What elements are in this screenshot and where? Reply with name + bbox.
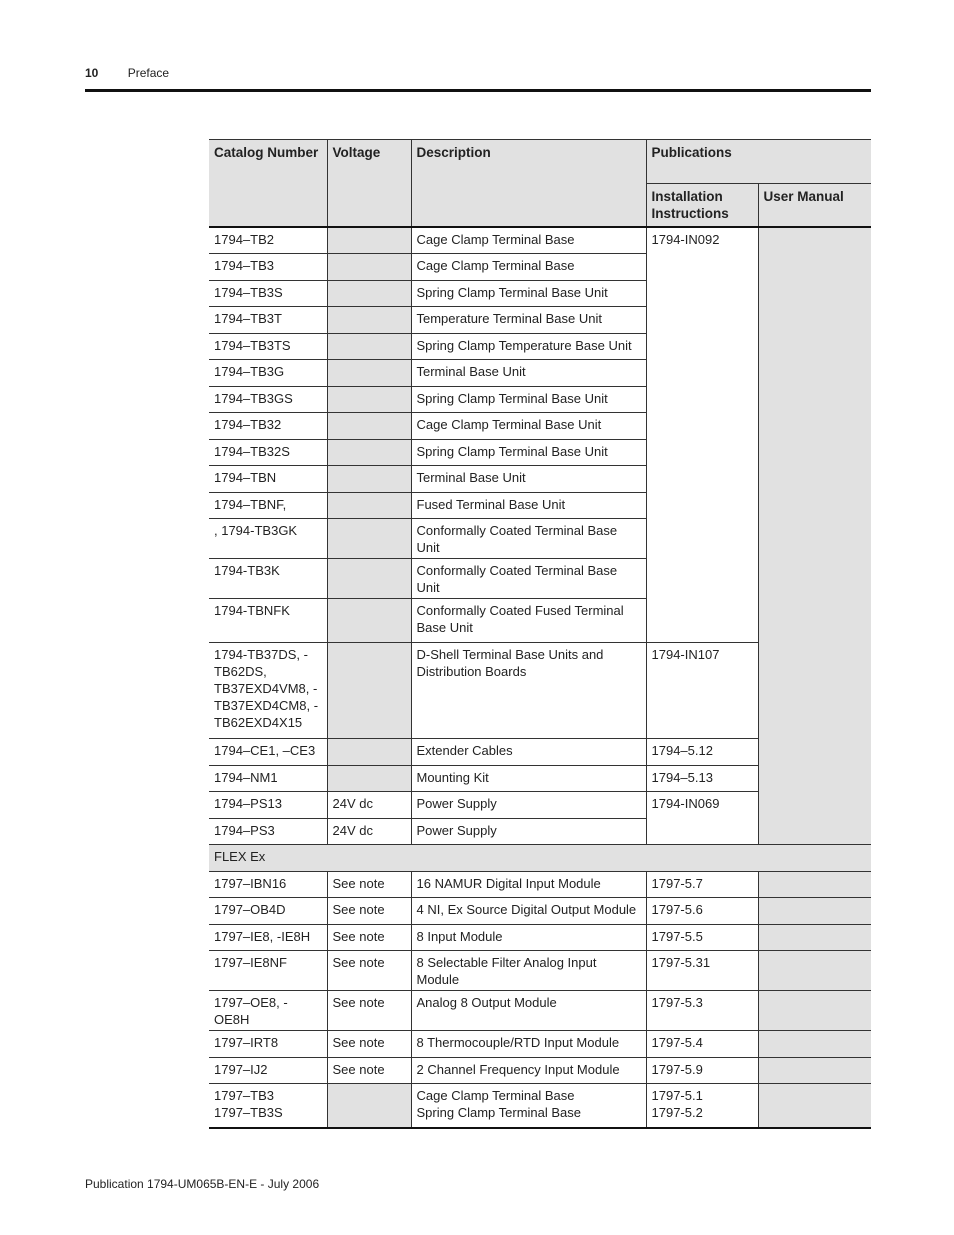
voltage-cell: See note [327,1031,411,1058]
description-cell: Power Supply [411,818,646,845]
catalog-cell: 1797–IRT8 [209,1031,327,1058]
description-cell: Fused Terminal Base Unit [411,492,646,519]
catalog-cell: , 1794-TB3GK [209,519,327,559]
installation-cell: 1797-5.7 [646,871,758,898]
description-cell: 4 NI, Ex Source Digital Output Module [411,898,646,925]
catalog-cell: 1794–TB3G [209,360,327,387]
catalog-cell: 1794–TB3TS [209,333,327,360]
voltage-cell [327,1084,411,1128]
description-cell: Spring Clamp Terminal Base Unit [411,280,646,307]
flex-ex-label: FLEX Ex [209,845,871,872]
installation-cell: 1797-5.4 [646,1031,758,1058]
user-manual-cell [758,871,871,898]
installation-cell: 1794–5.13 [646,765,758,792]
installation-line: 1797-5.2 [651,1105,703,1120]
table-row [209,1084,871,1128]
catalog-cell: 1794–TBNF, [209,492,327,519]
description-cell: Terminal Base Unit [411,466,646,493]
description-cell: Extender Cables [411,739,646,766]
description-cell: 8 Input Module [411,924,646,951]
user-manual-cell [758,991,871,1031]
description-cell: Conformally Coated Terminal Base Unit [411,559,646,599]
description-cell: Conformally Coated Terminal Base Unit [411,519,646,559]
header-installation-instructions: Installation Instructions [646,184,758,228]
catalog-line: 1797–TB3 [214,1088,274,1103]
catalog-cell: 1797–IE8NF [209,951,327,991]
user-manual-cell [758,1031,871,1058]
table-row [209,1031,871,1058]
description-cell: Conformally Coated Fused Terminal Base Unit [411,599,646,643]
description-cell: Mounting Kit [411,765,646,792]
catalog-table [209,139,871,1129]
installation-cell: 1794-IN069 [646,792,758,845]
user-manual-cell [758,227,871,845]
installation-cell: 1797-5.9 [646,1057,758,1084]
description-line: Spring Clamp Terminal Base [416,1105,581,1120]
user-manual-cell [758,1084,871,1128]
voltage-cell: See note [327,898,411,925]
table-row [209,951,871,991]
voltage-cell: 24V dc [327,818,411,845]
header-user-manual: User Manual [758,184,871,228]
installation-cell: 1797-5.31 [646,951,758,991]
page-header [85,66,169,80]
header-description: Description [411,140,646,228]
catalog-cell: 1794–TB2 [209,227,327,254]
catalog-cell: 1797–OB4D [209,898,327,925]
description-cell: Cage Clamp Terminal Base Unit [411,413,646,440]
header-rule [85,89,871,92]
description-cell: Terminal Base Unit [411,360,646,387]
catalog-cell: 1797–IJ2 [209,1057,327,1084]
catalog-cell: 1794–TB32S [209,439,327,466]
description-cell [411,1084,646,1128]
catalog-cell: 1794-TBNFK [209,599,327,643]
voltage-cell [327,492,411,519]
voltage-cell [327,280,411,307]
voltage-cell [327,360,411,387]
installation-cell: 1797-5.3 [646,991,758,1031]
voltage-cell [327,599,411,643]
voltage-cell [327,307,411,334]
installation-cell [646,1084,758,1128]
catalog-line: 1797–TB3S [214,1105,283,1120]
voltage-cell [327,439,411,466]
table-row [209,991,871,1031]
voltage-cell: See note [327,991,411,1031]
header-catalog-number: Catalog Number [209,140,327,228]
description-cell: Power Supply [411,792,646,819]
description-cell: 8 Selectable Filter Analog Input Module [411,951,646,991]
voltage-cell [327,413,411,440]
table-row [209,227,871,254]
description-cell: 8 Thermocouple/RTD Input Module [411,1031,646,1058]
user-manual-cell [758,898,871,925]
voltage-cell [327,739,411,766]
catalog-cell: 1794–TB3S [209,280,327,307]
user-manual-cell [758,1057,871,1084]
catalog-cell: 1794–TB3 [209,254,327,281]
catalog-cell: 1797–IE8, -IE8H [209,924,327,951]
voltage-cell [327,386,411,413]
description-cell: 2 Channel Frequency Input Module [411,1057,646,1084]
voltage-cell: See note [327,871,411,898]
table-row [209,871,871,898]
user-manual-cell [758,951,871,991]
installation-cell: 1797-5.5 [646,924,758,951]
voltage-cell: 24V dc [327,792,411,819]
installation-cell: 1797-5.6 [646,898,758,925]
catalog-cell: 1794–TB3GS [209,386,327,413]
section-title: Preface [127,66,170,80]
voltage-cell: See note [327,1057,411,1084]
voltage-cell [327,765,411,792]
voltage-cell [327,227,411,254]
description-cell: Temperature Terminal Base Unit [411,307,646,334]
catalog-cell: 1794–TB3T [209,307,327,334]
catalog-cell: 1794–TBN [209,466,327,493]
flex-ex-section-row [209,845,871,872]
description-cell: Analog 8 Output Module [411,991,646,1031]
voltage-cell: See note [327,924,411,951]
catalog-cell: 1794–PS13 [209,792,327,819]
description-cell: D-Shell Terminal Base Units and Distribution Boards [411,643,646,739]
table-row [209,898,871,925]
catalog-cell: 1794–CE1, –CE3 [209,739,327,766]
catalog-cell: 1794–PS3 [209,818,327,845]
table-row [209,1057,871,1084]
installation-cell: 1794–5.12 [646,739,758,766]
catalog-cell: 1794–TB32 [209,413,327,440]
catalog-cell: 1794–NM1 [209,765,327,792]
page-number: 10 [85,66,99,80]
header-publications: Publications [646,140,871,184]
voltage-cell [327,559,411,599]
voltage-cell [327,519,411,559]
user-manual-cell [758,924,871,951]
installation-cell: 1794-IN092 [646,227,758,643]
catalog-cell: 1797–IBN16 [209,871,327,898]
description-cell: Cage Clamp Terminal Base [411,227,646,254]
catalog-cell [209,1084,327,1128]
voltage-cell [327,254,411,281]
description-cell: Spring Clamp Terminal Base Unit [411,439,646,466]
header-voltage: Voltage [327,140,411,228]
installation-cell: 1794-IN107 [646,643,758,739]
voltage-cell: See note [327,951,411,991]
voltage-cell [327,466,411,493]
description-cell: Spring Clamp Terminal Base Unit [411,386,646,413]
catalog-cell: 1797–OE8, -OE8H [209,991,327,1031]
table-row [209,924,871,951]
description-cell: Spring Clamp Temperature Base Unit [411,333,646,360]
description-cell: Cage Clamp Terminal Base [411,254,646,281]
voltage-cell [327,333,411,360]
installation-line: 1797-5.1 [651,1088,703,1103]
voltage-cell [327,643,411,739]
catalog-cell: 1794-TB3K [209,559,327,599]
page-footer: Publication 1794-UM065B-EN-E - July 2006 [85,1177,320,1191]
description-cell: 16 NAMUR Digital Input Module [411,871,646,898]
catalog-cell: 1794-TB37DS, -TB62DS, TB37EXD4VM8, -TB37EXD4CM8, -TB62EXD4X15 [209,643,327,739]
description-line: Cage Clamp Terminal Base [416,1088,575,1103]
